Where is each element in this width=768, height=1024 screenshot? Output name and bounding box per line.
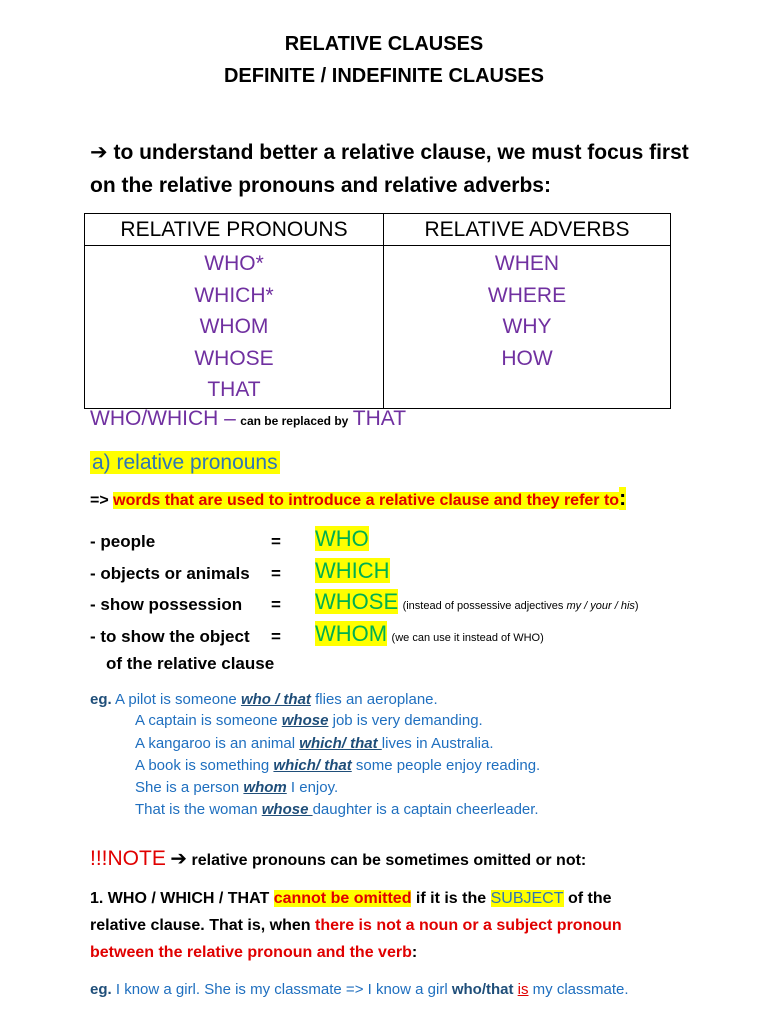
rule1-line2-text: relative clause. That is, when (90, 917, 315, 934)
example-post: daughter is a captain cheerleader. (312, 801, 539, 818)
example-line (90, 691, 438, 708)
replace-small: can be replaced by (240, 414, 349, 428)
use-label-possession: - show possession (90, 595, 243, 614)
word-whom: WHOM (315, 621, 388, 646)
rule1-p1: 1. WHO / WHICH / THAT (90, 890, 274, 907)
adverb-item: WHEN (494, 252, 560, 275)
whom-note: (we can use it instead of WHO) (391, 632, 544, 644)
adverb-item: WHERE (487, 283, 567, 307)
example-key: whose (261, 801, 313, 818)
table-header-adverbs: RELATIVE ADVERBS (384, 214, 671, 246)
rule1-line3-red: between the relative pronoun and the verb (90, 944, 412, 961)
arrow-right-icon: ➔ (90, 140, 108, 164)
example-pre: A captain is someone (135, 712, 282, 729)
use-label-objects: - objects or animals (90, 564, 250, 583)
rule1-p2: if it is the (411, 890, 491, 907)
section-a-title: a) relative pronouns (92, 451, 278, 474)
intro-text-1: to understand better a relative clause, we must focus first (113, 141, 689, 164)
eg-label: eg. (90, 691, 112, 708)
section-a-heading (90, 451, 280, 475)
pronoun-item: WHOM (199, 315, 269, 338)
example-pre: A kangaroo is an animal (135, 735, 300, 752)
def-prefix: => (90, 492, 109, 509)
rule1-highlight-red: cannot be omitted (273, 890, 412, 907)
example-last (90, 981, 629, 998)
page-title: RELATIVE CLAUSES (284, 33, 484, 55)
example-post: some people enjoy reading. (351, 757, 541, 774)
example-key: which/ that (299, 735, 382, 752)
eg-label: eg. (90, 981, 112, 998)
example-post: flies an aeroplane. (310, 691, 438, 708)
whose-note-pre: (instead of possessive adjectives (402, 600, 567, 612)
use-label-object-cont: of the relative clause (106, 654, 275, 673)
rule1-line-2 (90, 917, 622, 935)
pronoun-item: WHOSE (194, 346, 274, 370)
word-whose: WHOSE (315, 589, 399, 614)
rule1-p3: of the (563, 890, 612, 907)
intro-text-2: on the relative pronouns and relative adverbs: (90, 174, 551, 197)
example-last-bold: who/that (451, 981, 514, 998)
example-line (135, 757, 540, 774)
example-last-red: is (517, 981, 529, 998)
intro-line-1 (90, 140, 689, 165)
pronoun-item: WHO* (204, 252, 264, 275)
def-colon: : (619, 487, 627, 510)
example-pre: A book is something (135, 757, 274, 774)
table-header-pronouns: RELATIVE PRONOUNS (85, 214, 384, 246)
example-line (135, 801, 539, 818)
example-post: lives in Australia. (381, 735, 494, 752)
adverb-item: WHY (502, 315, 552, 338)
rule1-line-1 (90, 890, 612, 908)
example-pre: That is the woman (135, 801, 262, 818)
use-eq: = (271, 532, 281, 551)
replace-lead: WHO/WHICH – (90, 407, 236, 430)
pronoun-item: WHICH* (194, 283, 274, 307)
use-eq: = (271, 595, 281, 614)
whose-note-post: ) (634, 600, 639, 612)
pronouns-cell (85, 246, 384, 409)
use-word-whom (315, 621, 544, 647)
example-line (135, 712, 483, 729)
example-last-pre: I know a girl. She is my classmate => I know a girl (115, 981, 452, 998)
note-text: relative pronouns can be sometimes omitted or not: (191, 852, 587, 869)
note-label: !!!NOTE (90, 847, 166, 870)
rule1-line3-colon: : (411, 944, 418, 961)
example-key: who / that (240, 691, 311, 708)
page-subtitle: DEFINITE / INDEFINITE CLAUSES (223, 65, 545, 87)
rule1-highlight-subject: SUBJECT (490, 890, 564, 907)
section-a-definition (90, 487, 626, 511)
example-post: I enjoy. (286, 779, 339, 796)
example-line (135, 735, 494, 752)
use-eq: = (271, 564, 281, 583)
adverb-item: HOW (501, 346, 553, 370)
def-text: words that are used to introduce a relative clause and they refer to (113, 492, 620, 509)
arrow-right-icon: ➔ (170, 846, 188, 870)
use-word-who (315, 526, 369, 552)
example-line (135, 779, 338, 796)
adverbs-cell (384, 246, 671, 409)
example-last-post: my classmate. (528, 981, 629, 998)
pronoun-item: THAT (207, 378, 261, 401)
rule1-line-3 (90, 944, 417, 962)
whose-note-em: my / your / his (566, 600, 635, 612)
use-word-which (315, 558, 390, 584)
replace-tail: THAT (352, 407, 407, 430)
example-key: which/ that (273, 757, 352, 774)
example-pre: She is a person (135, 779, 244, 796)
example-key: whom (243, 779, 287, 796)
relative-words-table (84, 213, 671, 409)
word-who: WHO (315, 526, 369, 551)
use-word-whose (315, 589, 639, 615)
use-label-object: - to show the object (90, 627, 250, 646)
use-eq: = (271, 627, 281, 646)
replace-note (90, 407, 406, 431)
use-label-people: - people (90, 532, 156, 551)
word-which: WHICH (315, 558, 390, 583)
rule1-line2-red: there is not a noun or a subject pronoun (314, 917, 622, 934)
example-key: whose (281, 712, 329, 729)
example-post: job is very demanding. (328, 712, 483, 729)
example-pre: A pilot is someone (115, 691, 241, 708)
note-line (90, 846, 586, 871)
